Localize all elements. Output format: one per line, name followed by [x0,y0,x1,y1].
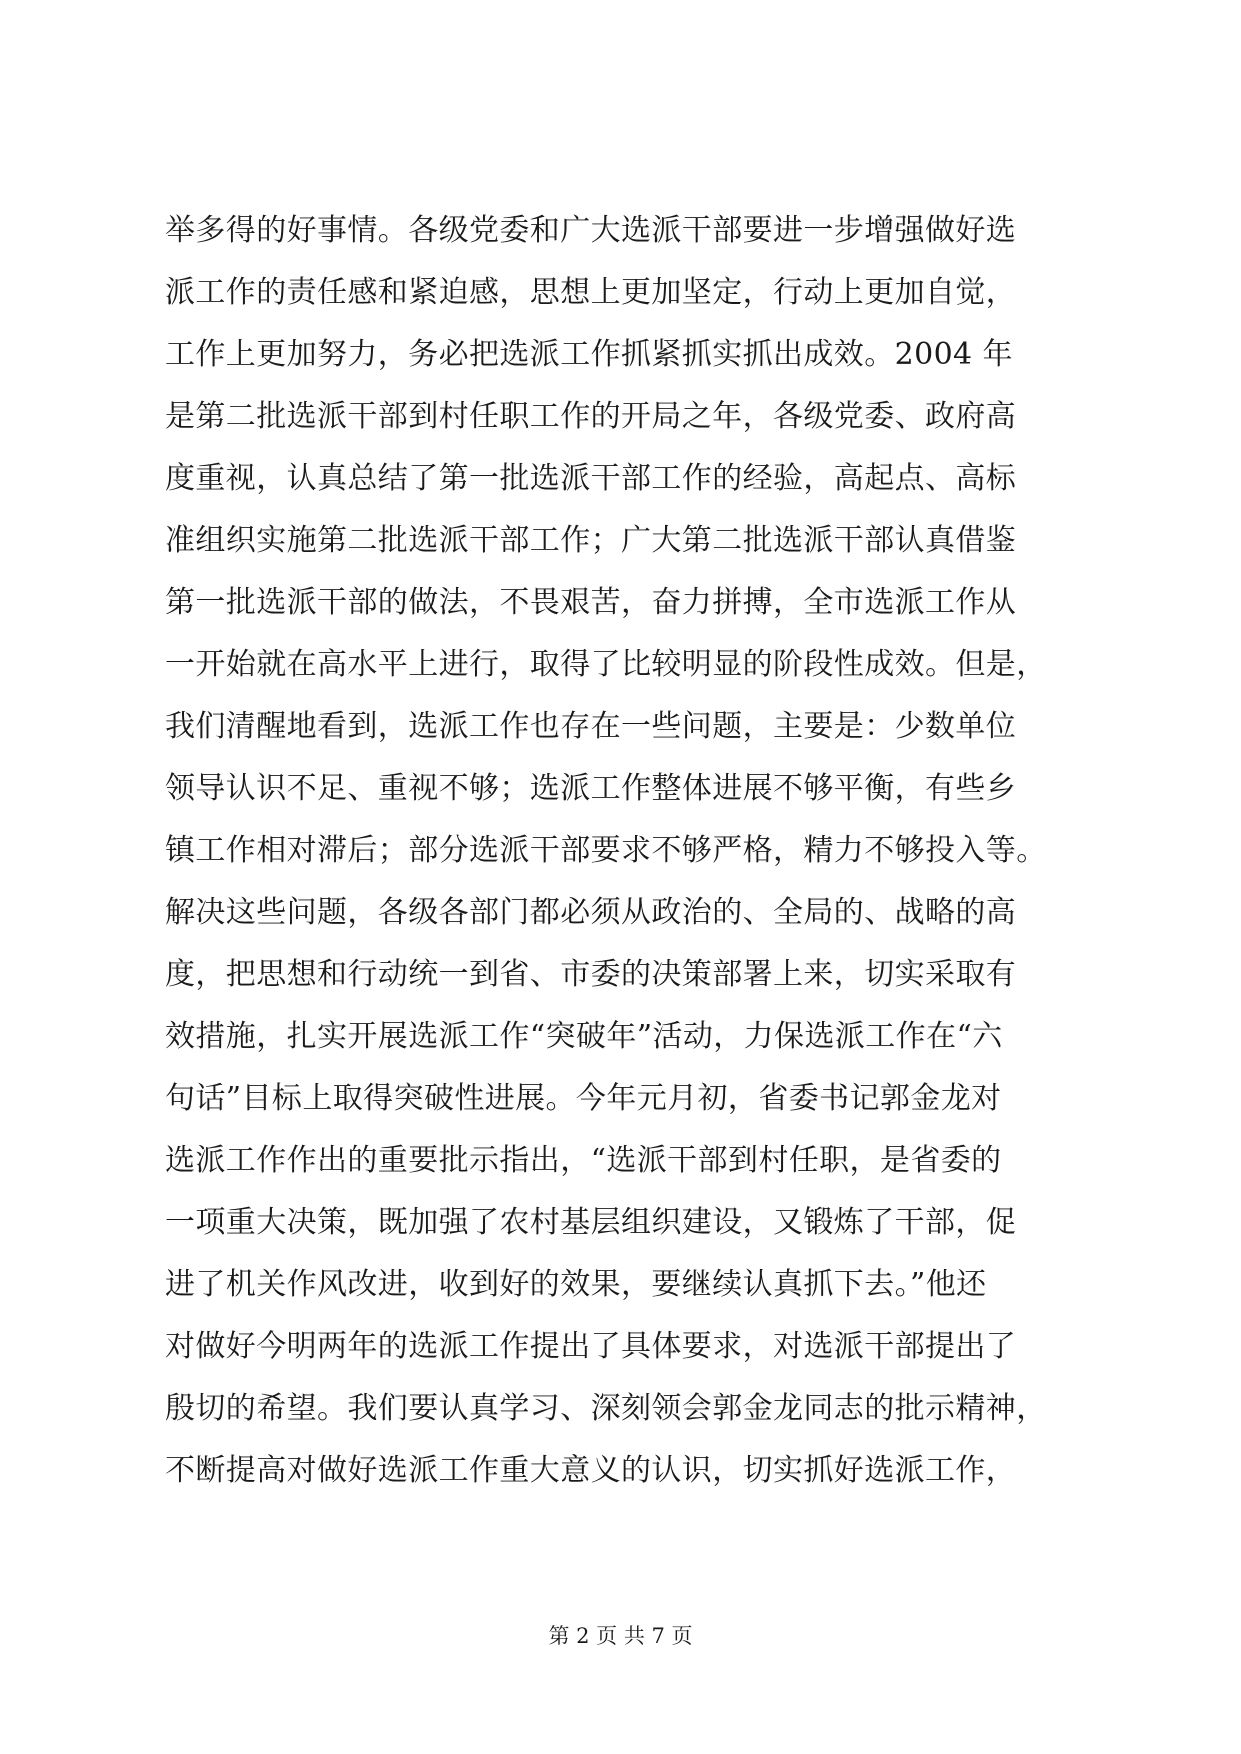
text-line: 效措施，扎实开展选派工作“突破年”活动，力保选派工作在“六 [165,1019,1003,1054]
page-number-footer: 第 2 页 共 7 页 [548,1624,693,1648]
text-line: 句话”目标上取得突破性进展。今年元月初，省委书记郭金龙对 [165,1081,1002,1116]
text-line: 第一批选派干部的做法，不畏艰苦，奋力拼搏，全市选派工作从 [165,585,1017,620]
text-line: 派工作的责任感和紧迫感，思想上更加坚定，行动上更加自觉， [165,275,1017,310]
body-text [165,200,1095,1502]
text-line: 选派工作作出的重要批示指出，“选派干部到村任职，是省委的 [165,1143,1002,1178]
text-line: 一项重大决策，既加强了农村基层组织建设，又锻炼了干部，促 [165,1205,1017,1240]
text-line: 一开始就在高水平上进行，取得了比较明显的阶段性成效。但是， [165,647,1047,682]
text-line: 工作上更加努力，务必把选派工作抓紧抓实抓出成效。2004 年 [165,337,1013,372]
text-line: 度重视，认真总结了第一批选派干部工作的经验，高起点、高标 [165,461,1017,496]
text-line: 举多得的好事情。各级党委和广大选派干部要进一步增强做好选 [165,213,1017,248]
text-line: 我们清醒地看到，选派工作也存在一些问题，主要是：少数单位 [165,709,1017,744]
text-line: 度，把思想和行动统一到省、市委的决策部署上来，切实采取有 [165,957,1017,992]
text-line: 不断提高对做好选派工作重大意义的认识，切实抓好选派工作， [165,1453,1017,1488]
text-line: 镇工作相对滞后；部分选派干部要求不够严格，精力不够投入等。 [165,833,1047,868]
text-line: 对做好今明两年的选派工作提出了具体要求，对选派干部提出了 [165,1329,1017,1364]
text-line: 准组织实施第二批选派干部工作；广大第二批选派干部认真借鉴 [165,523,1017,558]
text-line: 殷切的希望。我们要认真学习、深刻领会郭金龙同志的批示精神， [165,1391,1047,1426]
text-line: 进了机关作风改进，收到好的效果，要继续认真抓下去。”他还 [165,1267,987,1302]
text-line: 领导认识不足、重视不够；选派工作整体进展不够平衡，有些乡 [165,771,1017,806]
text-line: 是第二批选派干部到村任职工作的开局之年，各级党委、政府高 [165,399,1017,434]
text-line: 解决这些问题，各级各部门都必须从政治的、全局的、战略的高 [165,895,1017,930]
